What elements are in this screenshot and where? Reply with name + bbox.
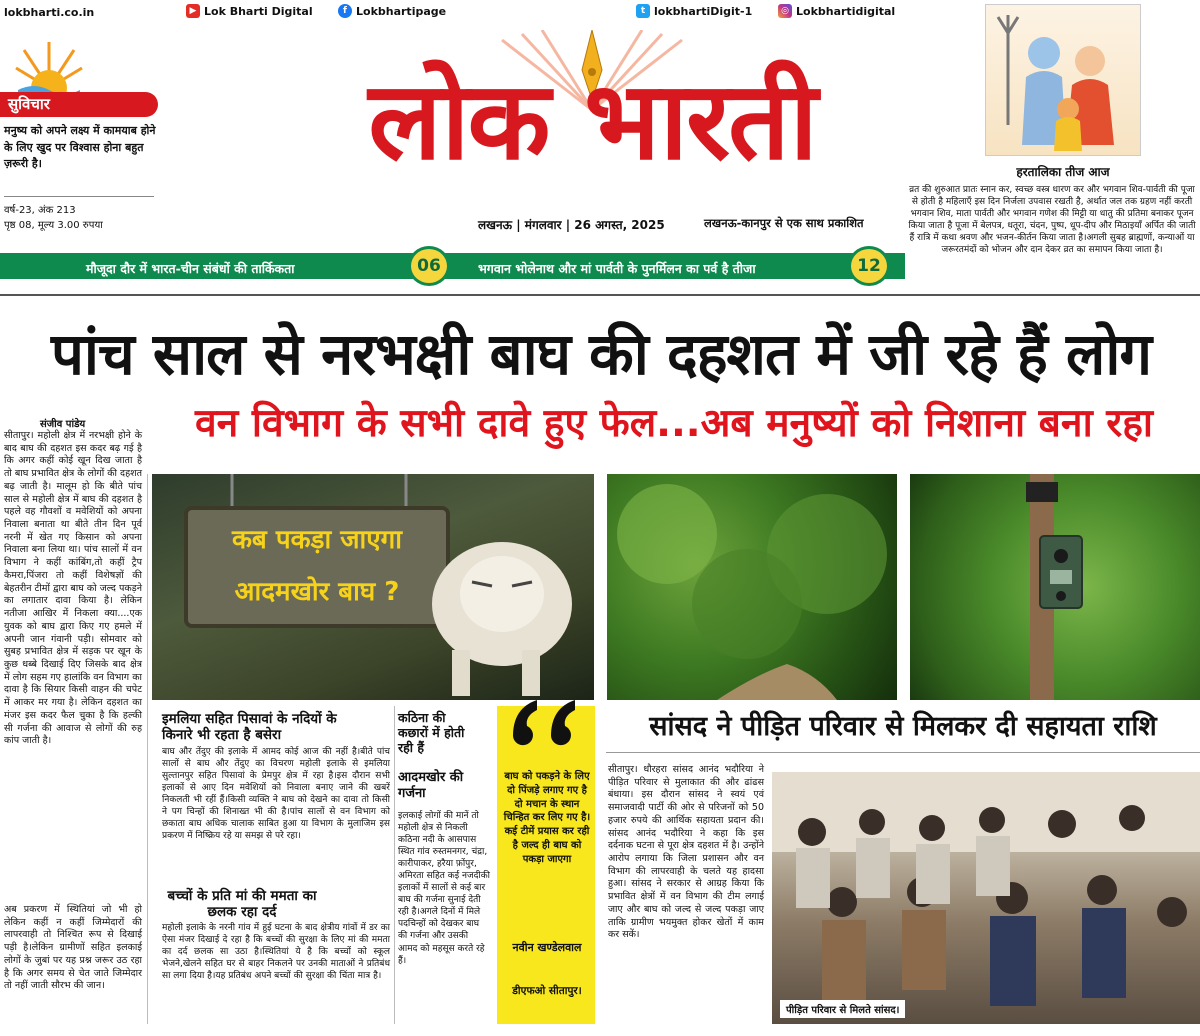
issue-line-1: वर्ष-23, अंक 213 <box>4 205 76 216</box>
tiger-graphic-line-1: कब पकड़ा जाएगा <box>231 525 403 555</box>
dateline: लखनऊ | मंगलवार | 26 अगस्त, 2025 <box>478 218 665 232</box>
social-label: Lokbhartidigital <box>796 4 896 18</box>
section-kathina-body: इलकाई लोगों की मानें तो महोली क्षेत्र से निकली कठिना नदी के आसपास स्थित गांव रुस्तमनगर, चंद्रा, कारीपाकर, हरैया फ़ोंपुर, अमिरता सहित कई नजदीकी इलाकों में सालों से कई बार बाघ की गर्जना सुनाई देती रही है।अगले दिनों में मिले पदचिन्हों को देखकर बाघ की गर्जना और उसकी आमद को महसूस करते रहे हैं। <box>398 811 490 966</box>
header-rule <box>0 294 1200 296</box>
teaser-1[interactable]: मौजूदा दौर में भारत-चीन संबंधों की तार्किकता <box>86 261 295 276</box>
column-divider <box>394 706 395 1024</box>
section-kathina-heading-2: आदमखोर की गर्जना <box>398 770 464 801</box>
facebook-icon: f <box>338 4 352 18</box>
quote-designation: डीएफओ सीतापुर। <box>512 985 582 997</box>
issue-info <box>4 203 103 233</box>
suvichar-label: सुविचार <box>0 92 158 117</box>
social-label: Lokbhartipage <box>356 4 447 18</box>
teaser-2-page[interactable]: 12 <box>848 246 890 286</box>
divider <box>4 196 154 197</box>
social-facebook[interactable] <box>338 4 446 18</box>
sansad-headline: सांसद ने पीड़ित परिवार से मिलकर दी सहायता राशि <box>649 711 1157 742</box>
masthead-title: लोक भारती <box>368 59 816 184</box>
section-imliya-heading: इमलिया सहित पिसावां के नदियों के किनारे भी रहता है बसेरा <box>162 711 337 744</box>
deity-image <box>985 4 1141 156</box>
social-label: Lok Bharti Digital <box>204 4 313 18</box>
section-imliya-body: बाघ और तेंदुए की इलाके में आमद कोई आज की नहीं है।बीते पांच सालों से बाघ और तेंदुए का विचरण महोली इलाके से इमलिया सुल्तानपुर सहित पिसावां के प्रेमपुर क्षेत्र में रहा है।इस दौरान सभी इलाकों से आए दिन मवेशियों को निवाला बनाए जाने की खबरें निकलती भी रहीं हैं।किसी व्यक्ति ने बाघ को देखने का दावा तो किसी ने पग चिन्हों की शिनाख्त भी की है।पांच सालों से वन विभाग को छकाता बाघ अधिक चालाक साबित हुआ या विभाग के मुलाजिम इस प्रकरण में निष्क्रिय रहे या समझ से परे रहा। <box>162 747 390 842</box>
quote-text: बाघ को पकड़ने के लिए दो पिंजड़े लगाए गए है दो मचान के स्थान चिन्हित कर लिए गए है। कई टीमें प्रयास कर रही है जल्द ही बाघ को पकड़ा जाएगा <box>503 771 591 865</box>
sansad-photo <box>772 772 1200 1024</box>
simultaneous-editions: लखनऊ-कानपुर से एक साथ प्रकाशित <box>704 216 864 230</box>
byline: संजीव पांडेय <box>40 419 86 430</box>
tiger-graphic-line-2: आदमखोर बाघ ? <box>234 577 400 607</box>
teej-title: हरतालिका तीज आज <box>1016 165 1110 179</box>
forest-photo <box>607 474 897 700</box>
lead-subheadline: वन विभाग के सभी दावे हुए फेल...अब मनुष्यों को निशाना बना रहा <box>194 401 1154 446</box>
lead-headline: पांच साल से नरभक्षी बाघ की दहशत में जी रहे हैं लोग <box>50 320 1152 388</box>
section-mamta-heading: बच्चों के प्रति मां की ममता का छलक रहा दर्द <box>167 888 317 921</box>
teej-text: व्रत की शुरुआत प्रातः स्नान कर, स्वच्छ वस्त्र धारण कर और भगवान शिव-पार्वती की पूजा से होती है महिलाएँ इस दिन निर्जला उपवास रखती है, अर्थात जल तक ग्रहण नहीं करती भगवान शिव, माता पार्वती और भगवान गणेश की मिट्टी या धातु की प्रतिमा बनाकर पूजन किया जाता है पूजा में बेलपत्र, धतूरा, चंदन, पुष्प, धूप-दीप और मिठाइयाँ अर्पित की जाती हैं रात्रि में कथा श्रवण और भजन-कीर्तन किया जाता है।अगली सुबह ब्राह्मणों, कन्याओं या जरूरतमंदों को भोजन और दान देकर व्रत का समापन किया जाता है। <box>908 185 1196 256</box>
sansad-body: सीतापुर। धौरहरा सांसद आनंद भदौरिया ने पीड़ित परिवार से मुलाकात की और ढांढस बंधाया। इस दौरान सांसद ने स्वयं एवं समाजवादी पार्टी की ओर से परिजनों को 50 हजार रुपये की आर्थिक सहायता प्रदान की। सांसद आनंद भदौरिया ने कहा कि इस दर्दनाक घटना से पूरा क्षेत्र दहशत में है। उन्होंने आरोप लगाया कि जिला प्रशासन और वन विभाग की लापरवाही के चलते यह हादसा हुआ। सांसद ने सरकार से आग्रह किया कि प्रभावित क्षेत्रों में वन विभाग की टीम लगाई जाए और बाघ को जल्द से जल्द पकड़ा जाए ताकि ग्रामीण भयमुक्त होकर खेतों में काम कर सकें। <box>608 764 764 941</box>
social-youtube[interactable] <box>186 4 313 18</box>
section-mamta-body: महोली इलाके के नरनी गांव में हुई घटना के बाद क्षेत्रीय गांवों में डर का ऐसा मंजर दिखाई दे रहा है कि बच्चों की सुरक्षा के लिए मां की ममता का दर्द छलक सा उठा है।स्थितियां ये है कि बच्चों को स्कूल भेजने,खेलने सहित घर से बाहर निकलने पर उनकी माताओं ने प्रतिबंध सा लगा दिया है।यह प्रतिबंध अपने बच्चों की सुरक्षा की चिंता मात्र है। <box>162 923 390 982</box>
social-label: lokbhartiDigit-1 <box>654 4 753 18</box>
sansad-photo-caption: पीड़ित परिवार से मिलते सांसद। <box>780 1000 905 1018</box>
column-divider <box>147 474 148 1024</box>
instagram-icon: ◎ <box>778 4 792 18</box>
social-twitter[interactable] <box>636 4 752 18</box>
youtube-icon: ▶ <box>186 4 200 18</box>
divider <box>606 752 1200 753</box>
issue-line-2: पृष्ठ 08, मूल्य 3.00 रुपया <box>4 220 103 231</box>
lead-body-2: अब प्रकरण में स्थितियां जो भी हो लेकिन कहीं न कहीं जिम्मेदारों की लापरवाही तो निश्चित रूप से दिखाई पड़ी है।लेकिन ग्रामीणों सहित इलकाई लोगों के जुबां पर यह प्रश्न जरूर उठ रहा है कि अगर समय से चेत जाते जिम्मेदार तो नहीं जाती सौरभ की जान। <box>4 904 142 992</box>
trap-camera-photo <box>910 474 1200 700</box>
suvichar-text: मनुष्य को अपने लक्ष्य में कामयाब होने के लिए खुद पर विश्वास होना बहुत ज़रूरी है। <box>4 124 156 170</box>
masthead <box>272 30 912 205</box>
sun-logo-icon <box>14 38 84 98</box>
quote-mark-icon <box>507 696 587 746</box>
lead-body: सीतापुर। महोली क्षेत्र में नरभक्षी होने के बाद बाघ की दहशत इस कदर बढ़ गई है कि अगर कहीं कोई खून दिख जाता है तो बाघ प्रभावित क्षेत्र के लोगों की दहशत बढ़ जाती है। मालूम हो कि बीते पांच साल से महोली क्षेत्र में बाघ की दहशत है पहले वह गौवशों व मवेशियों को अपना निवाला बनाता था बीते तीन दिन पूर्व नरनी में खेत गए किसान को अपना निवाला बना लिया था। पांच सालों में वन विभाग ने कहीं कांबिंग,तो कहीं ट्रैप कैमरा,पिंजरा तो कहीं विशेषज्ञों की बेहतरीन टीमों द्वारा बाघ को जल्द पकड़ने का लगातार दावा किया है। लेकिन नतीजा आखिर में निकला क्या....एक युवक को बाघ द्वारा किए गए हमले में अपनी जान गंवानी पड़ी। सोमवार को सुबह प्रभावित क्षेत्र में सड़क पर खून के कुछ धब्बे दिखाई दिए जिसके बाद क्षेत्र में लोग सहम गए हालांकि वन विभाग का दावा है कि सियार किसी वाहन की चपेट में आकर मर गया है। लेकिन दहशत का मंजर इस कदर फैल चुका है कि हल्की सी गर्जना की आवाज से लोगों की रुह कांप जाती है। <box>4 430 142 747</box>
section-kathina-heading: कठिना की कछारों में होती रही हैं <box>398 710 465 755</box>
social-instagram[interactable] <box>778 4 895 18</box>
teaser-1-page[interactable]: 06 <box>408 246 450 286</box>
teaser-2[interactable]: भगवान भोलेनाथ और मां पार्वती के पुनर्मिलन का पर्व है तीजा <box>478 261 756 276</box>
tiger-graphic <box>152 474 594 700</box>
quote-author: नवीन खण्डेलवाल <box>512 941 582 954</box>
twitter-icon: t <box>636 4 650 18</box>
website-url[interactable]: lokbharti.co.in <box>4 6 95 19</box>
